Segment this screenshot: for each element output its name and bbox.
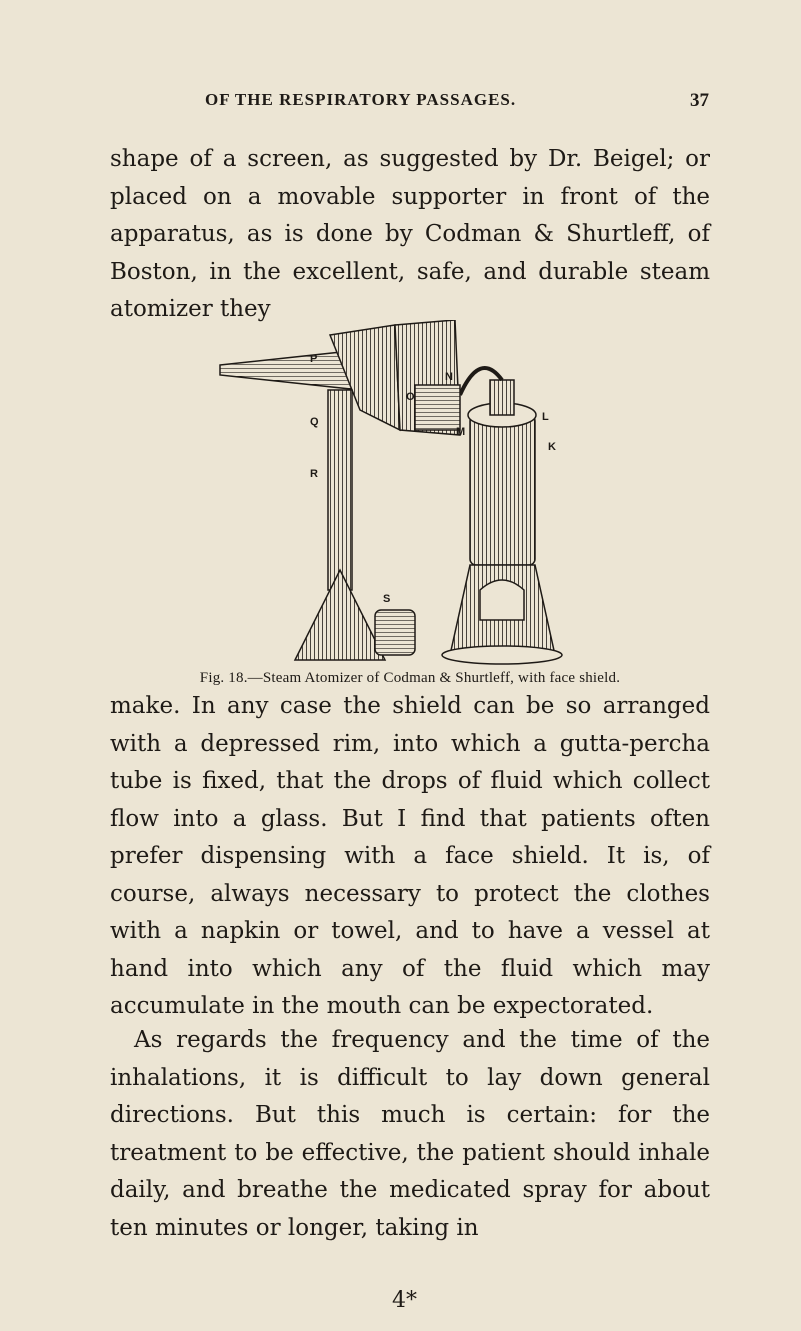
figure-label-p: P <box>310 353 318 365</box>
figure-steam-atomizer <box>210 320 600 665</box>
paragraph-2 <box>110 688 710 1026</box>
figure-label-s: S <box>383 593 391 605</box>
figure-label-k: K <box>548 441 556 453</box>
paragraph-2-text: make. In any case the shield can be so arranged with a depressed rim, into which a gutta-percha tube is fixed, that the drops of fluid which collect flow into a glass. But I find that patients often prefer dispensing with a face shield. It is, of course, always necessary to protect the clothes with a napkin or towel, and to have a vessel at hand into which any of the fluid which may accumulate in the mouth can be expectorated. <box>110 693 710 1019</box>
atomizer-illustration <box>210 320 600 665</box>
figure-label-m: M <box>456 426 466 438</box>
paragraph-1-text: shape of a screen, as suggested by Dr. Beigel; or placed on a movable supporter in front of the apparatus, as is done by Codman & Shurtleff, of Boston, in the excellent, safe, and durable steam atomizer they <box>110 146 710 322</box>
paragraph-3 <box>110 1022 710 1247</box>
figure-label-o: O <box>406 391 415 403</box>
figure-label-r: R <box>310 468 318 480</box>
figure-label-l: L <box>542 411 549 423</box>
paragraph-1 <box>110 141 710 329</box>
running-head: OF THE RESPIRATORY PASSAGES. <box>205 90 517 109</box>
page-header <box>0 90 801 120</box>
page-number: 37 <box>690 90 709 111</box>
figure-label-q: Q <box>310 416 319 428</box>
paragraph-3-text: As regards the frequency and the time of the inhalations, it is difficult to lay down general directions. But this much is certain: for the treatment to be effective, the patient should inhale daily, and breathe the medicated spray for about ten minutes or longer, taking in <box>110 1027 710 1241</box>
signature-mark: 4* <box>392 1288 417 1313</box>
figure-caption: Fig. 18.—Steam Atomizer of Codman & Shurtleff, with face shield. <box>199 670 621 686</box>
figure-label-n: N <box>445 371 453 383</box>
